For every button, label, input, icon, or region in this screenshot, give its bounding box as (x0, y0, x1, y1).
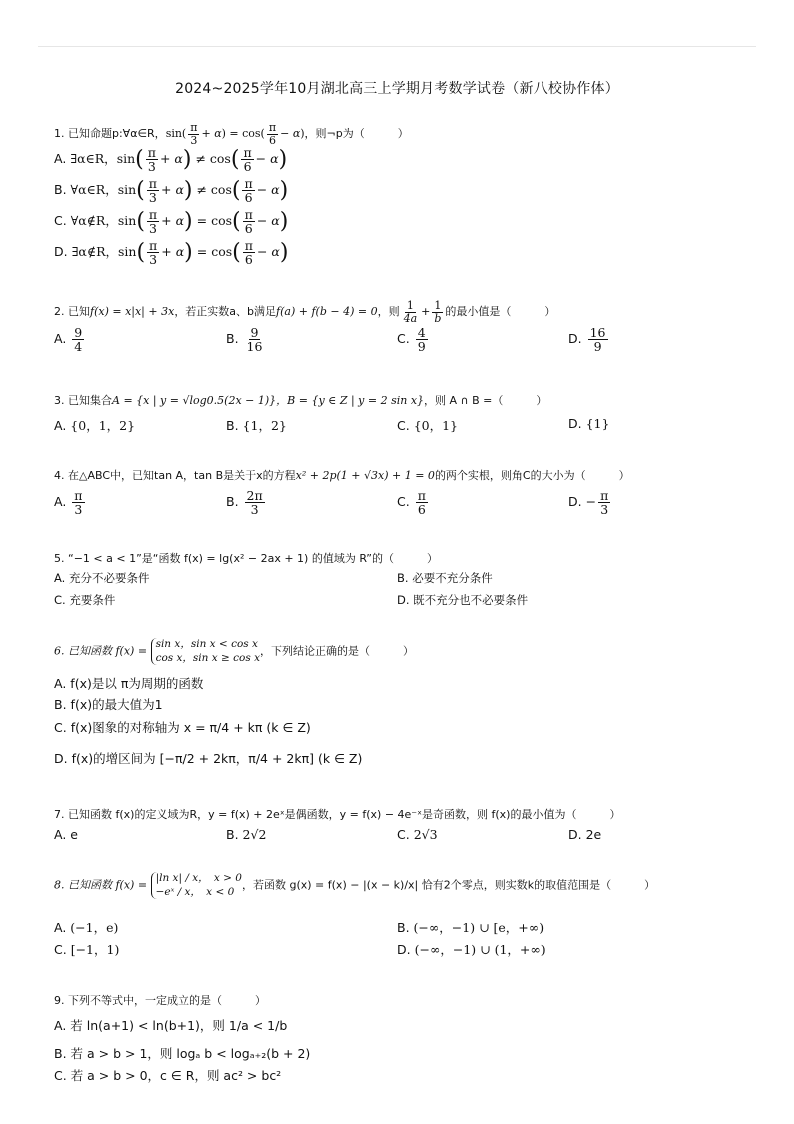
question-stem: 7. 已知函数 f(x)的定义域为R，y = f(x) + 2eˣ是偶函数，y = f(x) − 4e⁻ˣ是奇函数，则 f(x)的最小值为（ ） (54, 808, 621, 821)
option-c[interactable]: C. [−1，1) (54, 942, 120, 957)
option-b[interactable]: B. {1，2} (226, 418, 287, 433)
question-stem: 9. 下列不等式中，一定成立的是（ ） (54, 994, 266, 1007)
question-1 (54, 121, 754, 268)
question-stem: 6. 已知函数 f(x) = sin x，sin x < cos x cos x，sin x ≥ cos x ，下列结论正确的是（ ） (54, 638, 415, 664)
option-b[interactable]: B. (−∞，−1) ∪ [e，+∞) (397, 920, 545, 935)
option-c[interactable]: C. 充要条件 (54, 593, 116, 607)
option-c[interactable]: C. 2√3 (397, 827, 438, 842)
option-b[interactable]: B. f(x)的最大值为1 (54, 697, 163, 712)
option-d[interactable]: D. {1} (568, 416, 610, 431)
option-d[interactable]: D. (−∞，−1) ∪ (1，+∞) (397, 942, 546, 957)
question-7 (54, 806, 754, 842)
option-b[interactable]: B. 2√2 (226, 827, 267, 842)
stem-formula: sin( $\frac{\pi}{3}$ + α) = cos( $\frac{\pi}{6}$ − α) (165, 121, 305, 147)
option-a[interactable]: A. (−1，e) (54, 920, 119, 935)
option-d[interactable]: D. $\frac{16}{9}$ (568, 325, 606, 355)
option-c[interactable]: C. $\frac{4}{9}$ (397, 325, 426, 355)
option-a[interactable]: A. f(x)是以 π为周期的函数 (54, 676, 204, 691)
option-a[interactable]: A. $\frac{\pi}{3}$ (54, 488, 83, 518)
option-b[interactable]: B. 必要不充分条件 (397, 571, 493, 585)
option-b[interactable]: B. $\frac{2\pi}{3}$ (226, 488, 263, 518)
option-d[interactable]: D. 既不充分也不必要条件 (397, 593, 529, 607)
option-d[interactable]: D. f(x)的增区间为 [−π/2 + 2kπ，π/4 + 2kπ] (k ∈ Z) (54, 751, 363, 766)
option-c[interactable]: C. f(x)图象的对称轴为 x = π/4 + kπ (k ∈ Z) (54, 720, 311, 735)
option-b[interactable]: B. ∀α∈R，sin( $\frac{\pi}{3}$ + α) ≠ cos( $\frac{\pi}{6}$ − α) (54, 176, 289, 206)
option-d[interactable]: D. ∃α∉R，sin( $\frac{\pi}{3}$ + α) = cos( $\frac{\pi}{6}$ − α) (54, 238, 289, 268)
question-3 (54, 392, 754, 433)
option-b[interactable]: B. 若 a > b > 1，则 logₐ b < logₐ₊₂(b + 2) (54, 1046, 311, 1061)
option-a[interactable]: A. {0，1，2} (54, 418, 136, 433)
option-c[interactable]: C. {0，1} (397, 418, 458, 433)
option-d[interactable]: D. 2e (568, 827, 602, 842)
option-a[interactable]: A. ∃α∈R，sin( $\frac{\pi}{3}$ + α) ≠ cos( $\frac{\pi}{6}$ − α) (54, 145, 288, 175)
question-stem: 4. 在△ABC中，已知tan A，tan B是关于x的方程x² + 2p(1 + √3x) + 1 = 0的两个实根，则角C的大小为（ ） (54, 469, 630, 482)
question-stem: 2. 已知f(x) = x|x| + 3x，若正实数a、b满足f(a) + f(b − 4) = 0，则 $\frac{1}{4a}$ + $\frac{1}{b}$ 的最小值是（ ） (54, 299, 556, 325)
option-a[interactable]: A. e (54, 827, 78, 842)
page-title: 2024~2025学年10月湖北高三上学期月考数学试卷（新八校协作体） (175, 81, 619, 97)
stem-text: 1. 已知命题p:∀α∈R， (54, 127, 166, 141)
option-a[interactable]: A. 若 ln(a+1) < ln(b+1)，则 1/a < 1/b (54, 1018, 288, 1033)
option-c[interactable]: C. 若 a > b > 0，c ∈ R，则 ac² > bc² (54, 1068, 282, 1083)
option-b[interactable]: B. $\frac{9}{16}$ (226, 325, 263, 355)
stem-text: ，则¬p为（ ） (304, 127, 409, 141)
question-stem (54, 122, 754, 146)
option-c[interactable]: C. $\frac{\pi}{6}$ (397, 488, 426, 518)
question-stem: 3. 已知集合A = {x | y = √log0.5(2x − 1)}，B = {y ∈ Z | y = 2 sin x}，则 A ∩ B =（ ） (54, 394, 548, 407)
top-divider (38, 46, 756, 47)
question-5 (54, 550, 754, 607)
option-a[interactable]: A. 充分不必要条件 (54, 571, 150, 585)
option-d[interactable]: D. − $\frac{\pi}{3}$ (568, 488, 609, 518)
question-stem: 8. 已知函数 f(x) = |ln x| / x， x > 0 −eˣ / x， x < 0 ，若函数 g(x) = f(x) − |(x − k)/x| 恰有2个零点，则实数k的取值范围是（ ） (54, 872, 656, 898)
question-2 (54, 299, 754, 355)
question-8 (54, 872, 754, 957)
question-6 (54, 638, 754, 766)
question-4 (54, 467, 754, 518)
option-a[interactable]: A. $\frac{9}{4}$ (54, 325, 83, 355)
question-9 (54, 992, 754, 1083)
question-stem: 5. “−1 < a < 1”是“函数 f(x) = lg(x² − 2ax + 1) 的值域为 R”的（ ） (54, 552, 438, 565)
option-c[interactable]: C. ∀α∉R，sin( $\frac{\pi}{3}$ + α) = cos( $\frac{\pi}{6}$ − α) (54, 207, 289, 237)
